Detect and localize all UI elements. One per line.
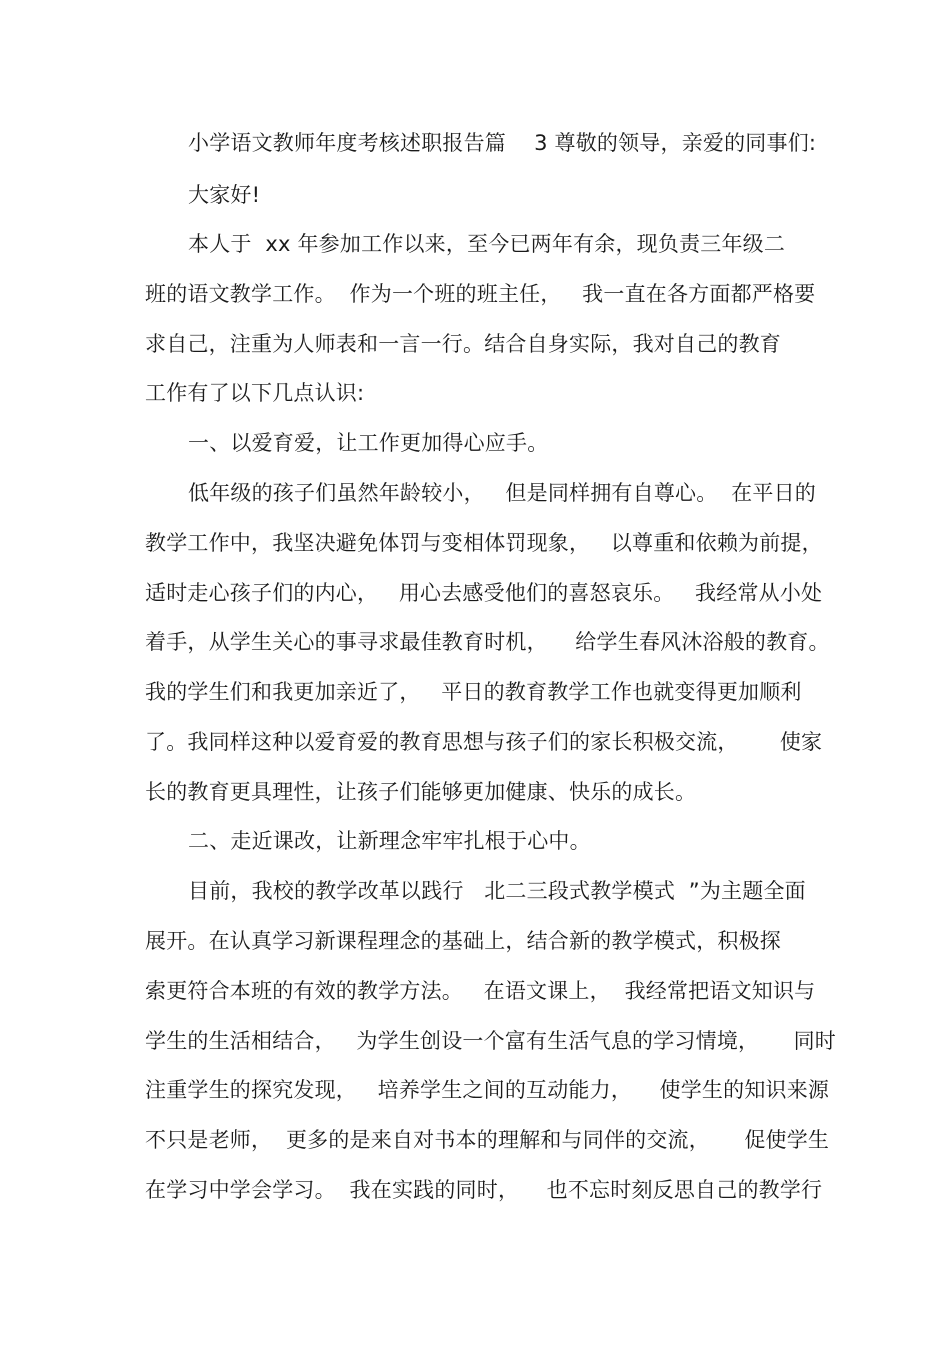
report-title-line: 小学语文教师年度考核述职报告篇 3 尊敬的领导，亲爱的同事们: xyxy=(188,131,817,155)
paragraph-line: 了。我同样这种以爱育爱的教育思想与孩子们的家长积极交流， 使家 xyxy=(145,730,823,754)
paragraph-line: 展开。在认真学习新课程理念的基础上，结合新的教学模式，积极探 xyxy=(145,929,781,953)
paragraph-line: 本人于 xx 年参加工作以来，至今已两年有余，现负责三年级二 xyxy=(188,232,786,256)
paragraph-line: 索更符合本班的有效的教学方法。 在语文课上， 我经常把语文知识与 xyxy=(145,979,816,1003)
paragraph-line: 适时走心孩子们的内心， 用心去感受他们的喜怒哀乐。 我经常从小处 xyxy=(145,581,823,605)
greeting-line: 大家好! xyxy=(188,183,261,207)
paragraph-line: 求自己，注重为人师表和一言一行。结合自身实际，我对自己的教育 xyxy=(145,332,781,356)
paragraph-line: 教学工作中，我坚决避免体罚与变相体罚现象， 以尊重和依赖为前提， xyxy=(145,531,823,555)
paragraph-line: 不只是老师， 更多的是来自对书本的理解和与同伴的交流， 促使学生 xyxy=(145,1128,830,1152)
paragraph-line: 班的语文教学工作。 作为一个班的班主任， 我一直在各方面都严格要 xyxy=(145,282,816,306)
paragraph-line: 注重学生的探究发现， 培养学生之间的互动能力， 使学生的知识来源 xyxy=(145,1078,830,1102)
paragraph-line: 长的教育更具理性，让孩子们能够更加健康、快乐的成长。 xyxy=(145,780,697,804)
paragraph-line: 我的学生们和我更加亲近了， 平日的教育教学工作也就变得更加顺利 xyxy=(145,680,802,704)
section-heading-2: 二、走近课改，让新理念牢牢扎根于心中。 xyxy=(188,829,591,853)
paragraph-line: 着手，从学生关心的事寻求最佳教育时机， 给学生春风沐浴般的教育。 xyxy=(145,630,830,654)
paragraph-line: 在学习中学会学习。 我在实践的同时， 也不忘时刻反思自己的教学行 xyxy=(145,1178,823,1202)
paragraph-line: 目前，我校的教学改革以践行 北二三段式教学模式 ”为主题全面 xyxy=(188,879,806,903)
paragraph-line: 工作有了以下几点认识: xyxy=(145,381,365,405)
section-heading-1: 一、以爱育爱，让工作更加得心应手。 xyxy=(188,431,549,455)
paragraph-line: 学生的生活相结合， 为学生创设一个富有生活气息的学习情境， 同时 xyxy=(145,1029,836,1053)
paragraph-line: 低年级的孩子们虽然年龄较小， 但是同样拥有自尊心。 在平日的 xyxy=(188,481,816,505)
